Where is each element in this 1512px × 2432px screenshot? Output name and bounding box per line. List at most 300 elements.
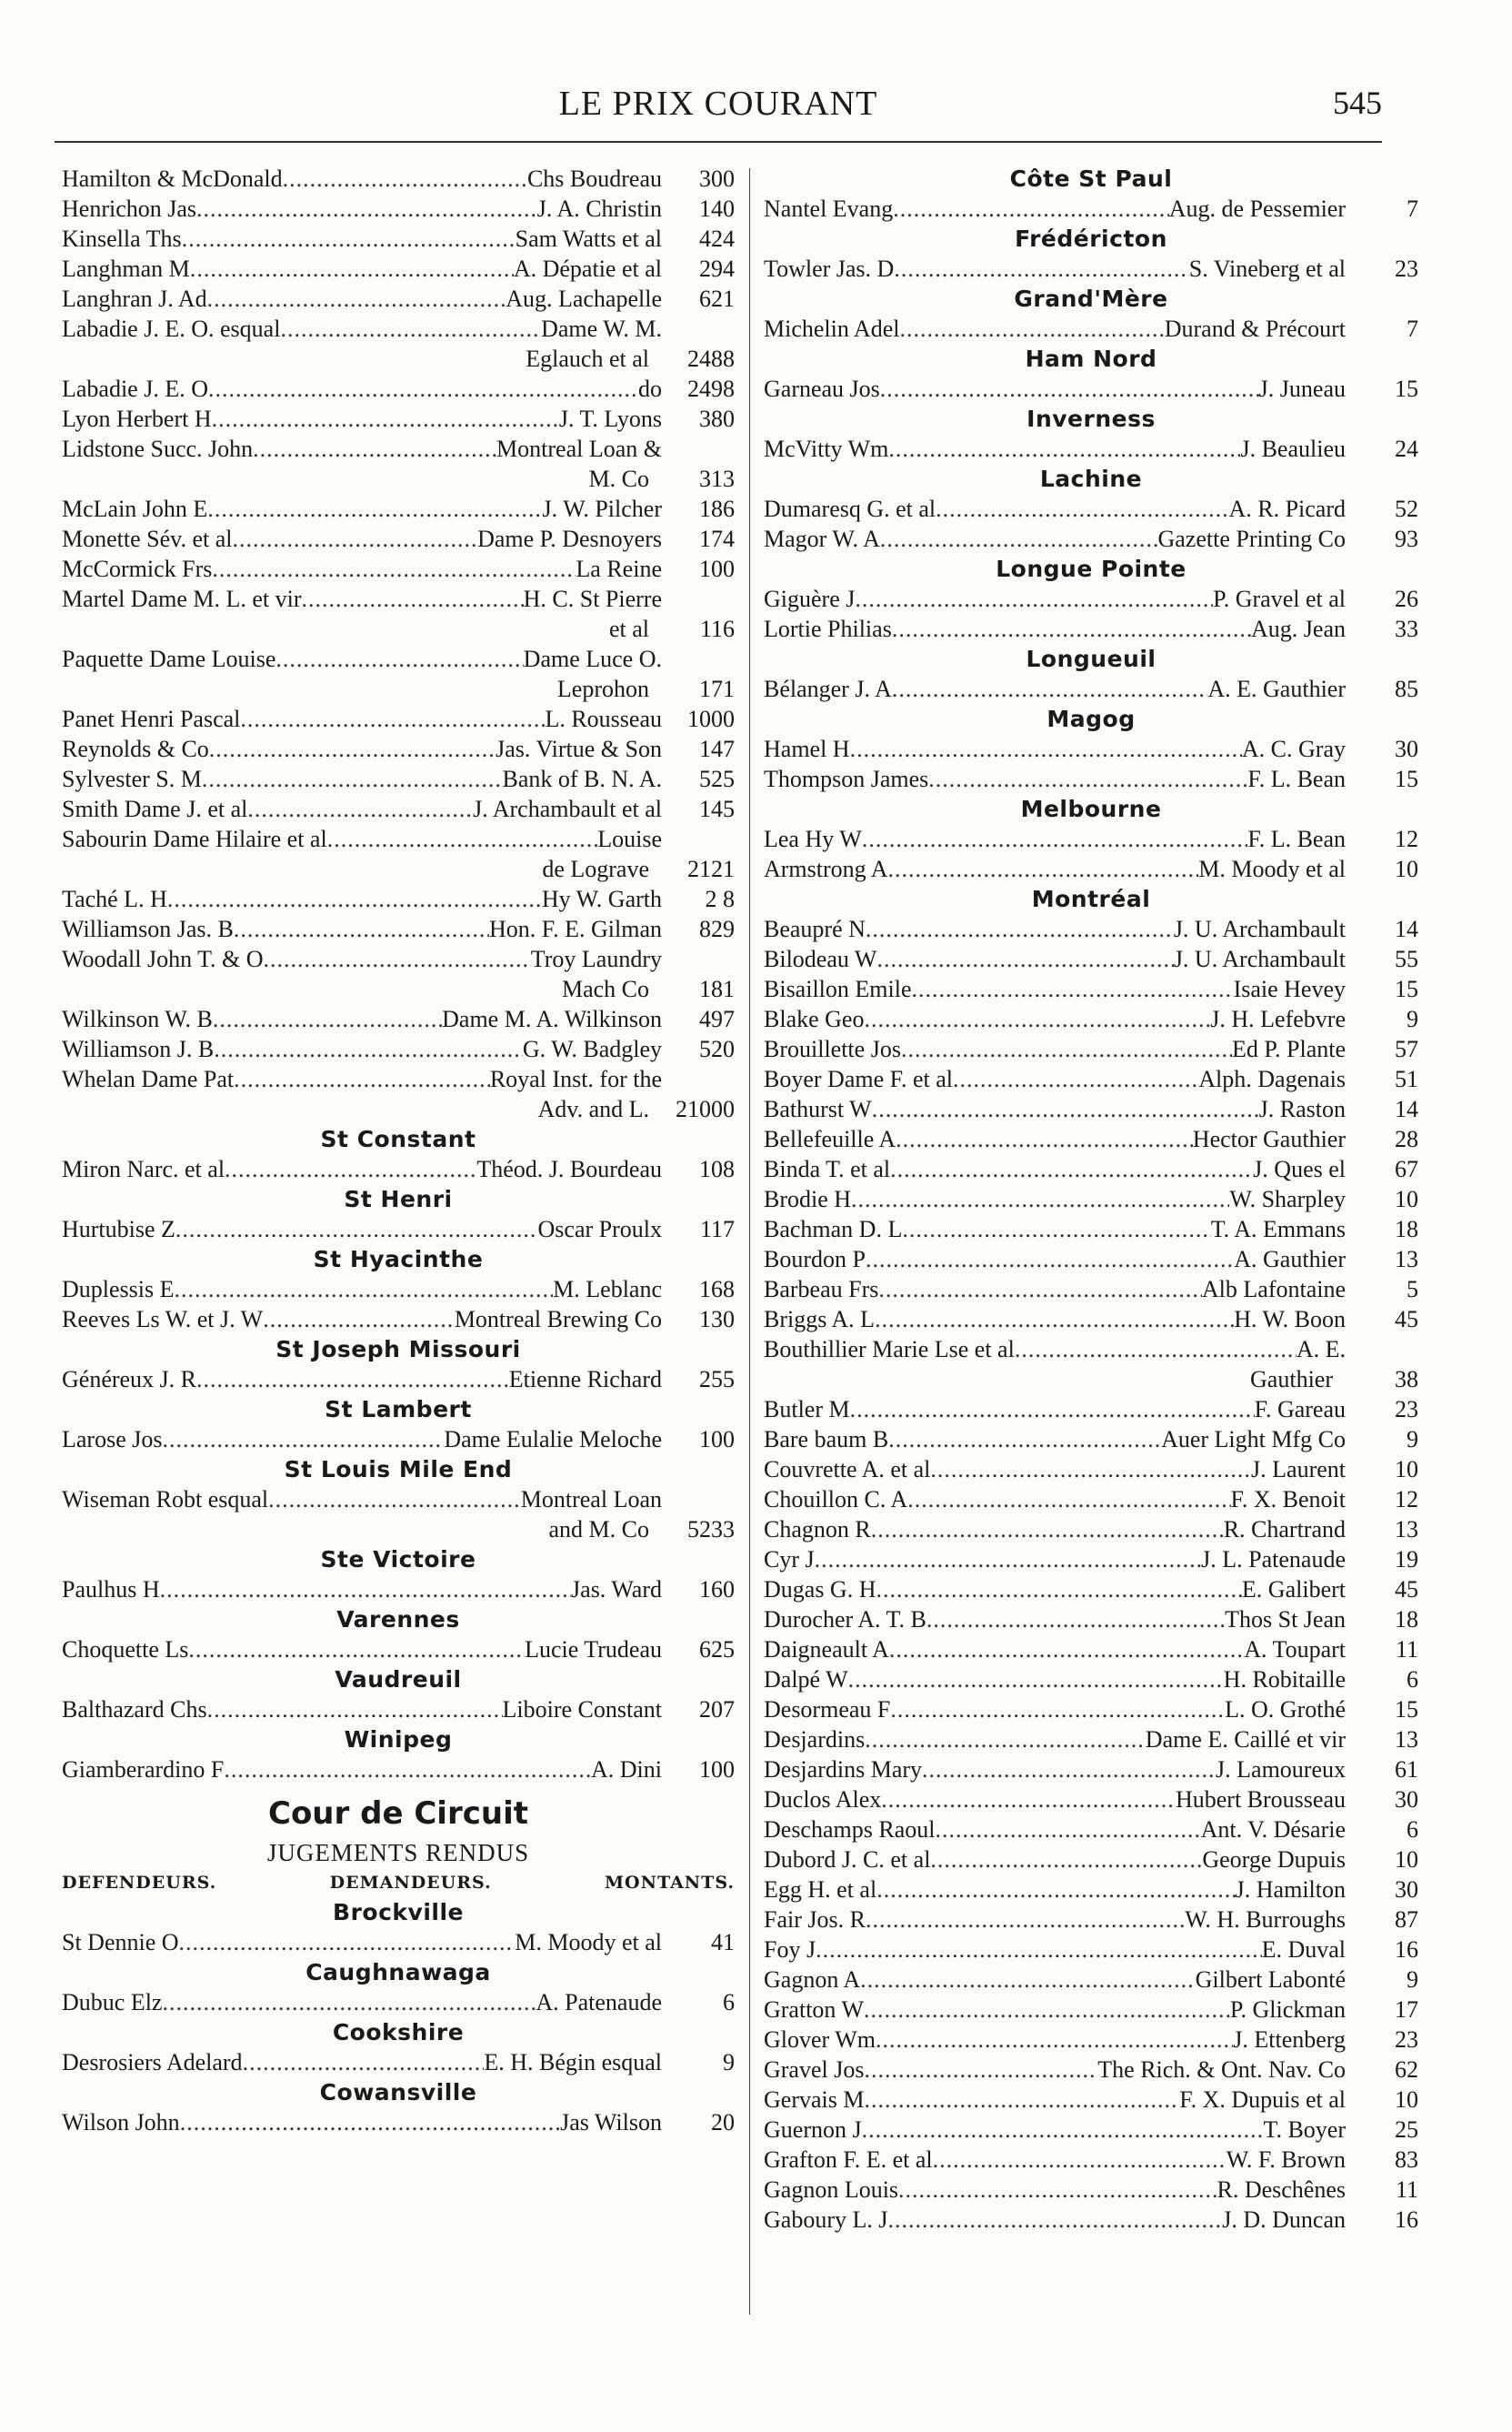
plaintiff-name-continued: Leprohon: [556, 676, 649, 702]
judgment-row: [764, 1334, 1418, 1364]
judgment-row: [764, 1935, 1418, 1965]
leader-dots: [888, 434, 1240, 464]
defendant-name: Hamel H: [764, 736, 850, 762]
judgment-row: [764, 1844, 1418, 1874]
plaintiff-name: A. E.: [1296, 1336, 1346, 1362]
leader-dots: [892, 674, 1208, 704]
plaintiff-name: F. X. Dupuis et al: [1179, 2086, 1346, 2113]
judgment-amount: 2121: [687, 856, 735, 882]
defendant-name: Martel Dame M. L. et vir: [62, 586, 302, 612]
plaintiff-name: Aug. de Pessemier: [1168, 196, 1346, 222]
defendant-name: Panet Henri Pascal: [62, 706, 241, 732]
plaintiff-name: P. Gravel et al: [1213, 586, 1346, 612]
judgment-amount: 6: [1407, 1816, 1418, 1843]
leader-dots: [162, 1424, 444, 1454]
leader-dots: [1015, 1334, 1297, 1364]
judgment-row: [764, 1244, 1418, 1274]
judgment-amount: 5: [1407, 1276, 1418, 1302]
plaintiff-name: Théod. J. Bourdeau: [476, 1156, 662, 1182]
plaintiff-name-continued: Gauthier: [1250, 1366, 1333, 1392]
plaintiff-name: H. C. St Pierre: [523, 586, 662, 612]
leader-dots: [175, 1214, 538, 1244]
judgment-row: [764, 914, 1418, 944]
defendant-name: Gagnon A: [764, 1966, 861, 1993]
judgment-row: [764, 2055, 1418, 2085]
plaintiff-name: J. A. Christin: [536, 196, 662, 222]
locality-heading: Longue Pointe: [996, 556, 1187, 582]
judgment-amount: 15: [1395, 766, 1418, 792]
judgment-row: [62, 644, 735, 674]
defendant-name: Garneau Jos: [764, 376, 880, 402]
leader-dots: [283, 164, 527, 194]
locality-heading: Brockville: [333, 1899, 464, 1925]
leader-dots: [864, 2085, 1179, 2115]
judgment-row: [62, 1634, 735, 1664]
judgment-row: [62, 164, 735, 194]
judgment-amount: 14: [1395, 1096, 1418, 1122]
defendant-name: Desjardins Mary: [764, 1756, 923, 1783]
judgment-row: [62, 524, 735, 554]
judgment-row: [764, 1694, 1418, 1724]
judgment-amount: 100: [699, 1426, 735, 1452]
defendant-name: Gratton W: [764, 1996, 864, 2023]
leader-dots: [247, 794, 473, 824]
defendant-name: Magor W. A: [764, 526, 880, 552]
defendant-name: Chouillon C. A: [764, 1486, 908, 1512]
plaintiff-name: Sam Watts et al: [515, 226, 662, 252]
judgment-row: [764, 2145, 1418, 2175]
plaintiff-name: J. Juneau: [1258, 376, 1346, 402]
defendant-name: Bellefeuille A: [764, 1126, 896, 1152]
header-rule: [55, 141, 1382, 143]
judgment-amount: 525: [699, 766, 735, 792]
locality-heading: Vaudreuil: [335, 1666, 462, 1693]
judgment-amount: 130: [699, 1306, 735, 1332]
leader-dots: [880, 374, 1259, 404]
plaintiff-name: F. L. Bean: [1247, 766, 1346, 792]
plaintiff-name: Oscar Proulx: [537, 1216, 662, 1242]
judgment-amount: 25: [1395, 2116, 1418, 2143]
judgment-amount: 380: [699, 406, 735, 432]
defendant-name: Balthazard Chs: [62, 1696, 207, 1723]
judgment-amount: 625: [699, 1636, 735, 1663]
plaintiff-name: J. Archambault et al: [473, 796, 662, 822]
plaintiff-name: J. Lamoureux: [1216, 1756, 1346, 1783]
defendant-name: McVitty Wm: [764, 436, 889, 462]
leader-dots: [864, 2055, 1097, 2085]
judgment-amount: 5233: [687, 1516, 735, 1543]
plaintiff-name: E. H. Bégin esqual: [484, 2049, 662, 2075]
defendant-name: Smith Dame J. et al: [62, 796, 248, 822]
defendant-name: Henrichon Jas: [62, 196, 197, 222]
plaintiff-name: S. Vineberg et al: [1188, 256, 1346, 282]
defendant-name: Lea Hy W: [764, 826, 862, 852]
defendant-name: Bisaillon Emile: [764, 976, 912, 1002]
defendant-name: Langhran J. Ad: [62, 286, 207, 312]
judgment-amount: 108: [699, 1156, 735, 1182]
leader-dots: [268, 1484, 521, 1514]
plaintiff-name: Jas. Virtue & Son: [496, 736, 662, 762]
judgment-amount: 13: [1395, 1726, 1418, 1753]
plaintiff-name: Bank of B. N. A.: [502, 766, 662, 792]
leader-dots: [225, 1154, 476, 1184]
judgment-row: [764, 614, 1418, 644]
plaintiff-name: J. T. Lyons: [558, 406, 662, 432]
leader-dots: [243, 2047, 485, 2077]
plaintiff-name: Royal Inst. for the: [489, 1066, 662, 1092]
leader-dots: [876, 1574, 1242, 1604]
plaintiff-name: Dame Eulalie Meloche: [444, 1426, 662, 1452]
plaintiff-name: T. Boyer: [1263, 2116, 1346, 2143]
plaintiff-name: A. Patenaude: [536, 1989, 662, 2015]
leader-dots: [816, 1935, 1262, 1965]
judgment-amount: 100: [699, 556, 735, 582]
defendant-name: St Dennie O: [62, 1929, 179, 1955]
judgment-amount: 160: [699, 1576, 735, 1603]
judgment-row: [62, 704, 735, 734]
leader-dots: [866, 914, 1174, 944]
locality-heading: Varennes: [336, 1606, 460, 1633]
judgment-amount: 313: [699, 466, 735, 492]
plaintiff-name: Jas Wilson: [560, 2109, 662, 2136]
locality-heading: Inverness: [1026, 406, 1156, 432]
judgment-row: [764, 2115, 1418, 2145]
defendant-name: Généreux J. R: [62, 1366, 197, 1392]
plaintiff-name: Liboire Constant: [502, 1696, 662, 1723]
leader-dots: [898, 2175, 1217, 2205]
judgment-row: [764, 1484, 1418, 1514]
leader-dots: [224, 1754, 591, 1784]
defendant-name: Monette Sév. et al: [62, 526, 233, 552]
judgment-amount: 9: [723, 2049, 735, 2075]
judgment-row: [764, 1574, 1418, 1604]
plaintiff-name: F. X. Benoit: [1230, 1486, 1346, 1512]
leader-dots: [263, 1304, 455, 1334]
plaintiff-name: Isaie Hevey: [1233, 976, 1346, 1002]
judgment-row: [764, 2175, 1418, 2205]
judgment-amount: 186: [699, 496, 735, 522]
defendant-name: Armstrong A: [764, 856, 888, 882]
judgment-row: [764, 1154, 1418, 1184]
plaintiff-name-continued: de Lograve: [542, 856, 649, 882]
judgment-amount: 33: [1395, 616, 1418, 642]
leader-dots: [196, 194, 537, 224]
leader-dots: [865, 1724, 1146, 1754]
judgment-amount: 424: [699, 226, 735, 252]
plaintiff-name: Thos St Jean: [1225, 1606, 1346, 1633]
judgment-row: [62, 1064, 735, 1094]
defendant-name: Bourdon P: [764, 1246, 866, 1272]
defendant-name: Wilson John: [62, 2109, 180, 2136]
judgment-amount: 20: [711, 2109, 735, 2136]
plaintiff-name: do: [638, 376, 662, 402]
judgment-amount: 300: [699, 166, 735, 192]
defendant-name: Beaupré N: [764, 916, 866, 942]
defendant-name: Larose Jos: [62, 1426, 163, 1452]
leader-dots: [209, 734, 496, 764]
judgment-row: [62, 1004, 735, 1034]
judgment-amount: 12: [1395, 826, 1418, 852]
defendant-name: Dubuc Elz: [62, 1989, 163, 2015]
plaintiff-name-continued: et al: [608, 616, 649, 642]
judgment-amount: 145: [699, 796, 735, 822]
judgment-amount: 9: [1407, 1426, 1418, 1452]
plaintiff-name: J. U. Archambault: [1173, 916, 1346, 942]
leader-dots: [912, 974, 1234, 1004]
judgment-row: [62, 584, 735, 614]
judgment-amount: 21000: [676, 1096, 735, 1122]
defendant-name: Michelin Adel: [764, 316, 900, 342]
judgment-amount: 7: [1407, 316, 1418, 342]
judgment-row: [62, 764, 735, 794]
defendant-name: Cyr J: [764, 1546, 815, 1573]
leader-dots: [855, 584, 1213, 614]
plaintiff-name: J. Ques el: [1253, 1156, 1346, 1182]
judgment-amount: 55: [1395, 946, 1418, 972]
plaintiff-name: Hon. F. E. Gilman: [488, 916, 662, 942]
leader-dots: [862, 824, 1248, 854]
defendant-name: Whelan Dame Pat: [62, 1066, 235, 1092]
judgment-amount: 207: [699, 1696, 735, 1723]
judgment-amount: 38: [1395, 1366, 1418, 1392]
defendant-name: Desjardins: [764, 1726, 866, 1753]
judgment-row: [62, 1034, 735, 1064]
judgment-row: [764, 1064, 1418, 1094]
leader-dots: [212, 404, 559, 434]
leader-dots: [207, 494, 542, 524]
defendant-name: Reeves Ls W. et J. W: [62, 1306, 264, 1332]
judgment-row-continuation: [62, 1094, 735, 1124]
judgment-amount: 829: [699, 916, 735, 942]
defendant-name: Towler Jas. D: [764, 256, 895, 282]
plaintiff-name: Gazette Printing Co: [1157, 526, 1346, 552]
plaintiff-name: P. Glickman: [1229, 1996, 1346, 2023]
judgment-amount: 171: [699, 676, 735, 702]
defendant-name: Taché L. H: [62, 886, 167, 912]
judgment-amount: 1000: [687, 706, 735, 732]
leader-dots: [878, 1274, 1202, 1304]
judgment-amount: 23: [1395, 256, 1418, 282]
judgment-amount: 57: [1395, 1036, 1418, 1062]
plaintiff-name: J. H. Lefebvre: [1210, 1006, 1346, 1032]
judgment-row: [62, 824, 735, 854]
judgment-row: [764, 1274, 1418, 1304]
judgment-row-continuation: [62, 614, 735, 644]
publication-title: LE PRIX COURANT: [558, 85, 878, 123]
judgment-row: [764, 1784, 1418, 1814]
plaintiff-name: J. Ettenberg: [1233, 2026, 1346, 2053]
judgment-amount: 18: [1395, 1606, 1418, 1633]
plaintiff-name: G. W. Badgley: [522, 1036, 662, 1062]
plaintiff-name: Louise: [597, 826, 662, 852]
plaintiff-name: Dame E. Caillé et vir: [1145, 1726, 1346, 1753]
judgment-amount: 61: [1395, 1756, 1418, 1783]
plaintiff-name: La Reine: [576, 556, 662, 582]
plaintiff-name: M. Moody et al: [1198, 856, 1346, 882]
defendant-name: Durocher A. T. B: [764, 1606, 926, 1633]
judgment-amount: 67: [1395, 1156, 1418, 1182]
judgment-amount: 497: [699, 1006, 735, 1032]
defendant-name: Bélanger J. A: [764, 676, 892, 702]
judgment-row: [764, 374, 1418, 404]
judgment-amount: 116: [699, 616, 735, 642]
plaintiff-name: Alph. Dagenais: [1198, 1066, 1346, 1092]
judgment-amount: 30: [1395, 1876, 1418, 1903]
locality-heading: Caughnawaga: [305, 1959, 491, 1985]
defendant-name: Lidstone Succ. John: [62, 436, 254, 462]
leader-dots: [850, 1394, 1255, 1424]
leader-dots: [207, 284, 506, 314]
leader-dots: [196, 1364, 509, 1394]
judgment-row: [62, 224, 735, 254]
judgment-row-continuation: [62, 854, 735, 884]
judgment-row: [62, 1574, 735, 1604]
plaintiff-name: Montreal Brewing Co: [454, 1306, 662, 1332]
defendant-name: Paquette Dame Louise: [62, 646, 276, 672]
judgment-row: [62, 404, 735, 434]
leader-dots: [207, 1694, 503, 1724]
judgment-row: [764, 734, 1418, 764]
locality-heading: Cookshire: [332, 2019, 465, 2045]
plaintiff-name: Auer Light Mfg Co: [1161, 1426, 1346, 1452]
plaintiff-name: E. Duval: [1261, 1936, 1346, 1963]
plaintiff-name: L. Rousseau: [545, 706, 662, 732]
leader-dots: [214, 1034, 523, 1064]
leader-dots: [240, 704, 545, 734]
plaintiff-name: Etienne Richard: [508, 1366, 662, 1392]
defendant-name: Glover Wm: [764, 2026, 876, 2053]
locality-heading: Ste Victoire: [320, 1546, 476, 1573]
judgment-row: [764, 1514, 1418, 1544]
leader-dots: [160, 1574, 571, 1604]
locality-heading: St Constant: [320, 1126, 476, 1152]
plaintiff-name: Hector Gauthier: [1192, 1126, 1346, 1152]
leader-dots: [208, 374, 638, 404]
judgment-row: [764, 494, 1418, 524]
section-title: Cour de Circuit: [268, 1795, 528, 1832]
plaintiff-name: F. Gareau: [1254, 1396, 1346, 1422]
defendant-name: Woodall John T. & O: [62, 946, 264, 972]
judgment-amount: 18: [1395, 1216, 1418, 1242]
leader-dots: [890, 1694, 1225, 1724]
defendant-name: Hurtubise Z: [62, 1216, 175, 1242]
plaintiff-name: A. E. Gauthier: [1207, 676, 1346, 702]
judgment-amount: 17: [1395, 1996, 1418, 2023]
judgment-amount: 9: [1407, 1006, 1418, 1032]
plaintiff-name: J. Hamilton: [1235, 1876, 1346, 1903]
judgment-amount: 9: [1407, 1966, 1418, 1993]
judgment-amount: 93: [1395, 526, 1418, 552]
leader-dots: [860, 1965, 1195, 1995]
leader-dots: [876, 1874, 1235, 1904]
plaintiff-name: J. Beaulieu: [1240, 436, 1346, 462]
defendant-name: Wilkinson W. B: [62, 1006, 213, 1032]
judgment-row: [764, 1904, 1418, 1935]
plaintiff-name: Montreal Loan: [520, 1486, 662, 1512]
defendant-name: Sabourin Dame Hilaire et al: [62, 826, 327, 852]
defendant-name: Choquette Ls: [62, 1636, 189, 1663]
judgment-amount: 621: [699, 286, 735, 312]
judgment-row: [764, 584, 1418, 614]
leader-dots: [864, 1004, 1210, 1034]
leader-dots: [162, 1987, 536, 2017]
leader-dots: [234, 914, 489, 944]
leader-dots: [234, 1064, 490, 1094]
plaintiff-name: Hubert Brousseau: [1175, 1786, 1346, 1813]
leader-dots: [275, 644, 523, 674]
judgment-row: [764, 1034, 1418, 1064]
plaintiff-name: E. Galibert: [1241, 1576, 1346, 1603]
judgment-row: [62, 1154, 735, 1184]
judgment-row: [764, 254, 1418, 284]
judgment-amount: 45: [1395, 1576, 1418, 1603]
defendant-name: Couvrette A. et al: [764, 1456, 931, 1482]
plaintiff-name: A. Dépatie et al: [513, 256, 662, 282]
judgment-amount: 14: [1395, 916, 1418, 942]
plaintiff-name: Chs Boudreau: [526, 166, 662, 192]
plaintiff-name: W. F. Brown: [1226, 2146, 1346, 2173]
judgment-row: [764, 1814, 1418, 1844]
defendant-name: Williamson Jas. B: [62, 916, 234, 942]
defendant-name: Duplessis E: [62, 1276, 175, 1302]
locality-heading: St Lambert: [325, 1396, 472, 1422]
plaintiff-name: M. Leblanc: [553, 1276, 662, 1302]
judgment-row: [764, 1424, 1418, 1454]
leader-dots: [253, 434, 496, 464]
plaintiff-name: M. Moody et al: [515, 1929, 662, 1955]
plaintiff-name: Hy W. Garth: [541, 886, 662, 912]
judgment-row: [62, 1304, 735, 1334]
judgment-row: [62, 1754, 735, 1784]
judgment-row: [764, 1874, 1418, 1904]
leader-dots: [936, 494, 1228, 524]
leader-dots: [866, 1244, 1234, 1274]
judgment-row: [764, 1544, 1418, 1574]
defendant-name: Butler M: [764, 1396, 850, 1422]
plaintiff-name: Gilbert Labonté: [1195, 1966, 1346, 1993]
judgment-row: [62, 884, 735, 914]
judgment-row: [62, 1214, 735, 1244]
defendant-name: Dumaresq G. et al: [764, 496, 936, 522]
judgment-amount: 174: [699, 526, 735, 552]
plaintiff-name: J. U. Archambault: [1173, 946, 1346, 972]
judgment-amount: 13: [1395, 1246, 1418, 1272]
plaintiff-name: W. Sharpley: [1229, 1186, 1346, 1212]
defendant-name: Nantel Evang: [764, 196, 894, 222]
locality-heading: Côte St Paul: [1009, 166, 1173, 192]
leader-dots: [935, 1814, 1200, 1844]
defendant-name: Bare baum B: [764, 1426, 889, 1452]
judgment-row: [62, 494, 735, 524]
judgment-row: [62, 284, 735, 314]
leader-dots: [175, 1274, 554, 1304]
leader-dots: [864, 1995, 1230, 2025]
judgment-row-continuation: [62, 464, 735, 494]
judgment-row: [62, 734, 735, 764]
defendant-name: Labadie J. E. O. esqual: [62, 316, 281, 342]
judgment-amount: 87: [1395, 1906, 1418, 1933]
leader-dots: [180, 2107, 560, 2137]
plaintiff-name: Dame W. M.: [541, 316, 662, 342]
judgment-row: [62, 1694, 735, 1724]
defendant-name: Foy J: [764, 1936, 816, 1963]
plaintiff-name-continued: M. Co: [588, 466, 649, 492]
defendant-name: Gagnon Louis: [764, 2176, 899, 2203]
judgment-amount: 62: [1395, 2056, 1418, 2083]
defendant-name: Bathurst W: [764, 1096, 872, 1122]
leader-dots: [872, 1094, 1259, 1124]
defendant-name: Hamilton & McDonald: [62, 166, 283, 192]
